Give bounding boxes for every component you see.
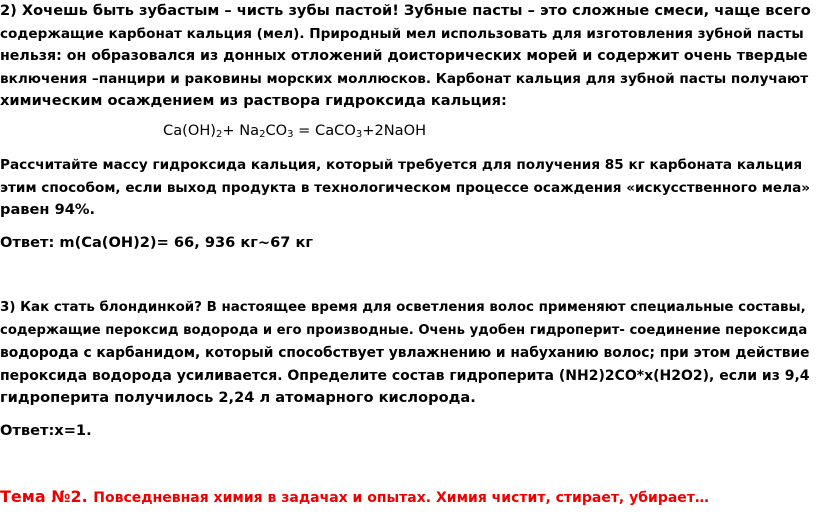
task2-line: 2) Хочешь быть зубастым – чисть зубы пастой! Зубные пасты – это сложные смеси, чаще всего	[0, 2, 811, 19]
task3-line: содержащие пероксид водорода и его производные. Очень удобен гидроперит- соединение пероксида	[0, 322, 808, 338]
equation-subscript: 2	[259, 129, 266, 140]
task3-paragraph	[0, 297, 816, 410]
task3-answer	[0, 420, 816, 443]
task2-line: химическим осаждением из раствора гидроксида кальция:	[0, 92, 507, 109]
task2-answer	[0, 232, 816, 255]
task2-question	[0, 154, 816, 222]
topic-label: Тема №2.	[0, 487, 88, 506]
equation-subscript: 3	[287, 129, 294, 140]
chemical-equation	[163, 122, 426, 140]
task3-line: пероксида водорода усиливается. Определите состав гидроперита (NH2)2CO*x(H2O2), если из 9,4	[0, 367, 810, 384]
question-line: равен 94%.	[0, 201, 96, 218]
topic-heading	[0, 487, 709, 506]
task2-line: включения –панцири и раковины морских моллюсков. Карбонат кальция для зубной пасты получают	[0, 70, 809, 87]
equation-part: = CaCO	[293, 122, 356, 139]
task3-line: водорода с карбанидом, который способствует увлажнению и набуханию волос; при этом действие	[0, 345, 810, 361]
question-line: Рассчитайте массу гидроксида кальция, который требуется для получения 85 кг карбоната кальция	[0, 157, 803, 173]
equation-subscript: 2	[215, 129, 223, 140]
task3-line: 3) Как стать блондинкой? В настоящее время для осветления волос применяют специальные составы,	[0, 300, 806, 315]
answer-text: Ответ: m(Ca(OH)2)= 66, 936 кг~67 кг	[0, 234, 314, 251]
answer-text: Ответ:x=1.	[0, 422, 92, 439]
equation-part: + Na	[222, 122, 260, 139]
task3-line: гидроперита получилось 2,24 л атомарного кислорода.	[0, 389, 476, 406]
equation-part: +2NaOH	[362, 122, 427, 139]
equation-part: Ca(OH)	[163, 122, 216, 139]
equation-subscript: 3	[355, 129, 363, 140]
topic-text: Повседневная химия в задачах и опытах. Химия чистит, стирает, убирает…	[93, 490, 709, 506]
equation-part: CO	[265, 122, 288, 139]
question-line: этим способом, если выход продукта в технологическом процессе осаждения «искусственного мела»	[0, 179, 811, 196]
task2-line: нельзя: он образовался из донных отложений доисторических морей и содержит очень твердые	[0, 48, 808, 64]
task2-paragraph	[0, 0, 816, 113]
task2-line: содержащие карбонат кальция (мел). Природный мел использовать для изготовления зубной пасты	[0, 25, 804, 42]
